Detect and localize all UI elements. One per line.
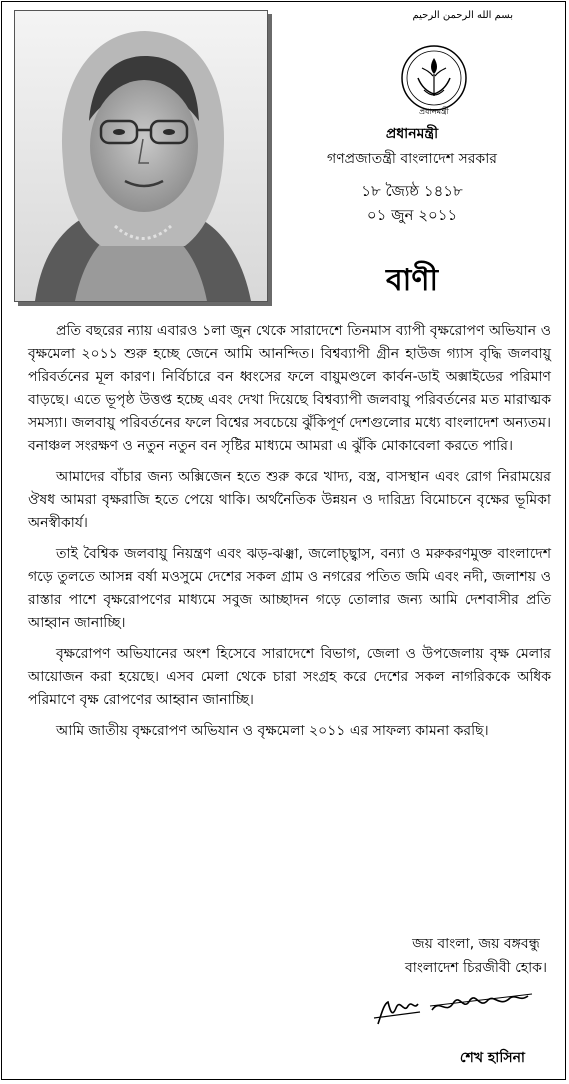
message-title: বাণী: [385, 263, 439, 298]
portrait-image: [15, 11, 267, 301]
closing-line-1: জয় বাংলা, জয় বঙ্গবন্ধু: [412, 936, 540, 952]
emblem-label: প্রধানমন্ত্রী: [419, 107, 449, 116]
paragraph-5: আমি জাতীয় বৃক্ষরোপণ অভিযান ও বৃক্ষমেলা ২০১১ এর সাফল্য কামনা করছি।: [56, 723, 489, 739]
government-emblem-icon: [400, 44, 468, 112]
signer-name: শেখ হাসিনা: [459, 1050, 525, 1066]
handwritten-signature: [370, 988, 540, 1032]
office-title: প্রধানমন্ত্রী: [385, 126, 439, 142]
closing-block: [405, 932, 547, 980]
message-body: [28, 320, 551, 751]
government-name: গণপ্রজাতন্ত্রী বাংলাদেশ সরকার: [327, 151, 497, 167]
paragraph-2: আমাদের বাঁচার জন্য অক্সিজেন হতে শুরু করে খাদ্য, বস্ত্র, বাসস্থান এবং রোগ নিরাময়ের ঔষধ আমরা বৃক্ষরাজি হতে পেয়ে থাকি। অর্থনৈতিক উন্নয়ন ও দারিদ্র্য বিমোচনে বৃক্ষের ভূমিকা অনস্বীকার্য।: [28, 469, 551, 531]
bismillah-calligraphy: بسم الله الرحمن الرحيم: [412, 10, 513, 21]
paragraph-3: তাই বৈশ্বিক জলবায়ু নিয়ন্ত্রণ এবং ঝড়-ঝঞ্ঝা, জলোচ্ছ্বাস, বন্যা ও মরুকরণমুক্ত বাংলাদেশ গড়ে তুলতে আসন্ন বর্ষা মওসুমে দেশের সকল গ্রাম ও নগরের পতিত জমি এবং নদী, জলাশয় ও রাস্তার পাশে বৃক্ষরোপণের মাধ্যমে সবুজ আচ্ছাদন গড়ে তোলার জন্য আমি দেশবাসীর প্রতি আহ্বান জানাচ্ছি।: [28, 546, 551, 631]
date-bengali: ১৮ জ্যৈষ্ঠ ১৪১৮: [361, 182, 463, 200]
paragraph-4: বৃক্ষরোপণ অভিযানের অংশ হিসেবে সারাদেশে বিভাগ, জেলা ও উপজেলায় বৃক্ষ মেলার আয়োজন করা হয়েছে। এসব মেলা থেকে চারা সংগ্রহ করে দেশের সকল নাগরিককে অধিক পরিমাণে বৃক্ষ রোপণের আহ্বান জানাচ্ছি।: [28, 646, 551, 708]
portrait-photo: [14, 10, 268, 302]
closing-line-2: বাংলাদেশ চিরজীবী হোক।: [404, 960, 547, 976]
message-page: [1, 1, 566, 1080]
paragraph-1: প্রতি বছরের ন্যায় এবারও ১লা জুন থেকে সারাদেশে তিনমাস ব্যাপী বৃক্ষরোপণ অভিযান ও বৃক্ষমেলা ২০১১ শুরু হচ্ছে জেনে আমি আনন্দিত। বিশ্বব্যাপী গ্রীন হাউজ গ্যাস বৃদ্ধি জলবায়ু পরিবর্তনের মূল কারণ। নির্বিচারে বন ধ্বংসের ফলে বায়ুমণ্ডলে কার্বন-ডাই অক্সাইডের পরিমাণ বাড়ছে। এতে ভূপৃষ্ঠ উত্তপ্ত হচ্ছে এবং দেখা দিয়েছে বিশ্বব্যাপী জলবায়ু পরিবর্তনের মত মারাত্মক সমস্যা। জলবায়ু পরিবর্তনের ফলে বিশ্বের সবচেয়ে ঝুঁকিপূর্ণ দেশগুলোর মধ্যে বাংলাদেশ অন্যতম। বনাঞ্চল সংরক্ষণ ও নতুন নতুন বন সৃষ্টির মাধ্যমে আমরা এ ঝুঁকি মোকাবেলা করতে পারি।: [28, 323, 551, 454]
date-gregorian: ০১ জুন ২০১১: [366, 206, 458, 224]
